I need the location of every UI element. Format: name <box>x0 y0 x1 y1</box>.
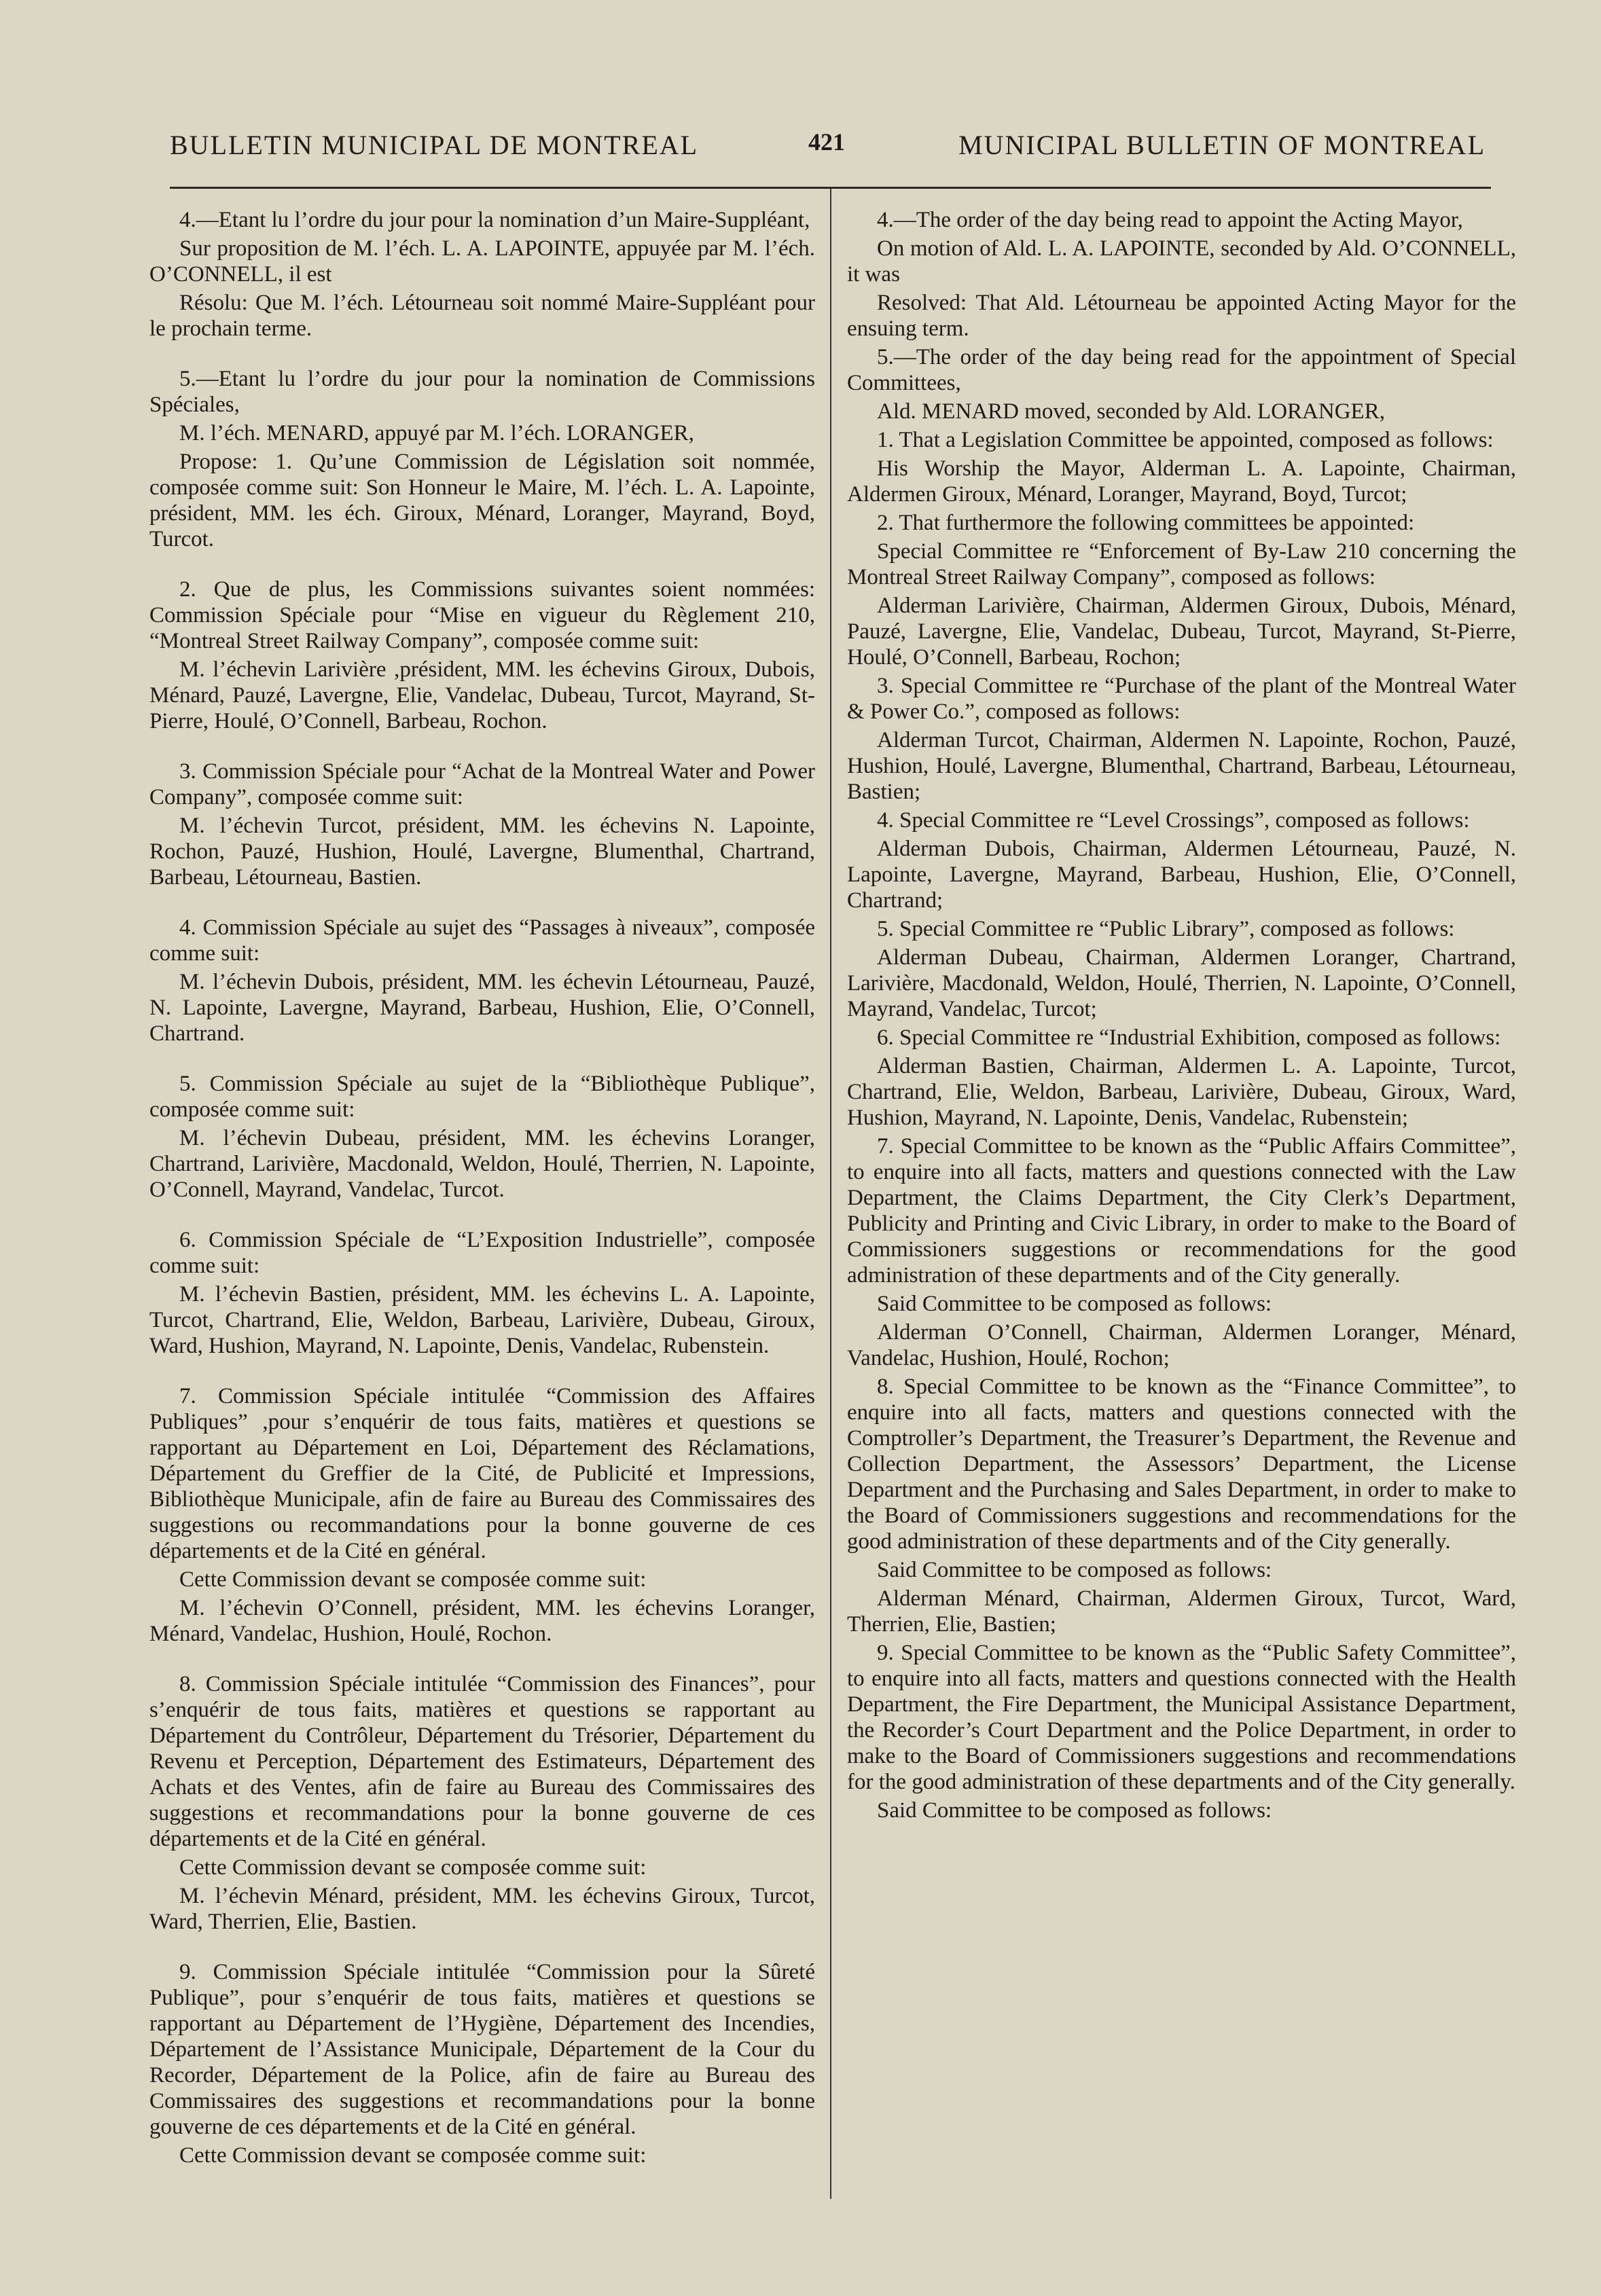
paragraph: 9. Commission Spéciale intitulée “Commission pour la Sûreté Publique”, pour s’enquérir de tous faits, matières et questions se rapportant au Département de l’Hygiène, Département des Incendies, Département de l’Assistance Municipale, Département de la Cour du Recorder, Département de la Police, afin de faire au Bureau des Commissaires des suggestions et recommandations pour la bonne gouverne de ces départements et de la Cité en général. <box>149 1960 815 2139</box>
paragraph: Cette Commission devant se composée comme suit: <box>179 2143 647 2168</box>
paragraph: Propose: 1. Qu’une Commission de Législation soit nommée, composée comme suit: Son Honneur le Maire, M. l’éch. L. A. Lapointe, président, MM. les éch. Giroux, Ménard, Loranger, Mayrand, Boyd, Turcot. <box>149 450 815 551</box>
paragraph: 5. Commission Spéciale au sujet de la “Bibliothèque Publique”, composée comme suit: <box>149 1072 815 1122</box>
paragraph: 4.—Etant lu l’ordre du jour pour la nomination d’un Maire-Suppléant, <box>179 208 810 232</box>
paragraph: 7. Special Committee to be known as the “Public Affairs Committee”, to enquire into all facts, matters and questions connected with the Law Department, the Claims Department, the City Clerk’s Department, Publicity and Printing and Civic Library, in order to make to the Board of Commissioners suggestions or recommendations for the good administration of these departments and of the City generally. <box>847 1134 1516 1288</box>
paragraph: Sur proposition de M. l’éch. L. A. LAPOINTE, appuyée par M. l’éch. O’CONNELL, il est <box>149 236 815 287</box>
paragraph: Alderman Larivière, Chairman, Aldermen Giroux, Dubois, Ménard, Pauzé, Lavergne, Elie, Vandelac, Dubeau, Turcot, Mayrand, St-Pierre, Houlé, O’Connell, Barbeau, Rochon; <box>847 594 1516 670</box>
paragraph: 4.—The order of the day being read to appoint the Acting Mayor, <box>877 208 1463 232</box>
paragraph: Said Committee to be composed as follows: <box>877 1798 1272 1823</box>
paragraph: 4. Special Committee re “Level Crossings”, composed as follows: <box>877 808 1470 833</box>
paragraph: Cette Commission devant se composée comme suit: <box>179 1855 647 1880</box>
running-title-french: BULLETIN MUNICIPAL DE MONTREAL <box>170 130 699 160</box>
paragraph: Ald. MENARD moved, seconded by Ald. LORANGER, <box>877 399 1385 424</box>
paragraph: Special Committee re “Enforcement of By-Law 210 concerning the Montreal Street Railway Company”, composed as follows: <box>847 539 1516 589</box>
paragraph: M. l’échevin Bastien, président, MM. les échevins L. A. Lapointe, Turcot, Chartrand, Elie, Weldon, Barbeau, Larivière, Dubeau, Giroux, Ward, Hushion, Mayrand, N. Lapointe, Denis, Vandelac, Rubenstein. <box>149 1282 815 1358</box>
paragraph: 2. That furthermore the following committees be appointed: <box>877 511 1415 535</box>
paragraph: 4. Commission Spéciale au sujet des “Passages à niveaux”, composée comme suit: <box>149 915 815 966</box>
paragraph: M. l’échevin Larivière ,président, MM. les échevins Giroux, Dubois, Ménard, Pauzé, Lavergne, Elie, Vandelac, Dubeau, Turcot, Mayrand, St-Pierre, Houlé, O’Connell, Barbeau, Rochon. <box>149 657 815 733</box>
running-title-english: MUNICIPAL BULLETIN OF MONTREAL <box>958 130 1486 160</box>
paragraph: Resolved: That Ald. Létourneau be appointed Acting Mayor for the ensuing term. <box>847 291 1516 341</box>
paragraph: 8. Special Committee to be known as the “Finance Committee”, to enquire into all facts, matters and questions connected with the Comptroller’s Department, the Treasurer’s Department, the Revenue and Collection Department, the Assessors’ Department, the License Department and the Purchasing and Sales Department, in order to make to the Board of Commissioners suggestions and recommendations for the good administration of these departments and of the City generally. <box>847 1374 1516 1554</box>
paragraph: 8. Commission Spéciale intitulée “Commission des Finances”, pour s’enquérir de tous faits, matières et questions se rapportant au Département du Contrôleur, Département du Trésorier, Département du Revenu et Perception, Département des Estimateurs, Département des Achats et des Ventes, afin de faire au Bureau des Commissaires des suggestions et recommandations pour la bonne gouverne de ces départements et de la Cité en général. <box>149 1672 815 1851</box>
paragraph: Alderman O’Connell, Chairman, Aldermen Loranger, Ménard, Vandelac, Hushion, Houlé, Rochon; <box>847 1320 1516 1370</box>
paragraph: M. l’échevin Ménard, président, MM. les échevins Giroux, Turcot, Ward, Therrien, Elie, Bastien. <box>149 1884 815 1934</box>
paragraph: M. l’échevin O’Connell, président, MM. les échevins Loranger, Ménard, Vandelac, Hushion, Houlé, Rochon. <box>149 1596 815 1646</box>
page-number: 421 <box>808 128 845 156</box>
paragraph: On motion of Ald. L. A. LAPOINTE, seconded by Ald. O’CONNELL, it was <box>847 236 1516 287</box>
column-divider <box>830 189 831 2199</box>
paragraph: Said Committee to be composed as follows: <box>877 1292 1272 1316</box>
paragraph: Said Committee to be composed as follows: <box>877 1558 1272 1582</box>
paragraph: 6. Special Committee re “Industrial Exhibition, composed as follows: <box>877 1025 1501 1050</box>
paragraph: Résolu: Que M. l’éch. Létourneau soit nommé Maire-Suppléant pour le prochain terme. <box>149 291 815 341</box>
paragraph: Alderman Dubeau, Chairman, Aldermen Loranger, Chartrand, Larivière, Macdonald, Weldon, Houlé, Therrien, N. Lapointe, O’Connell, Mayrand, Vandelac, Turcot; <box>847 945 1516 1021</box>
paragraph: 5.—The order of the day being read for the appointment of Special Committees, <box>847 345 1516 395</box>
paragraph: Cette Commission devant se composée comme suit: <box>179 1567 647 1592</box>
paragraph: Alderman Bastien, Chairman, Aldermen L. A. Lapointe, Turcot, Chartrand, Elie, Weldon, Barbeau, Larivière, Dubeau, Giroux, Ward, Hushion, Mayrand, N. Lapointe, Denis, Vandelac, Rubenstein; <box>847 1054 1516 1130</box>
paragraph: M. l’éch. MENARD, appuyé par M. l’éch. LORANGER, <box>179 421 694 445</box>
page-header <box>170 122 1486 170</box>
paragraph: 2. Que de plus, les Commissions suivantes soient nommées: Commission Spéciale pour “Mise en vigueur du Règlement 210, “Montreal Street Railway Company”, composée comme suit: <box>149 577 815 653</box>
paragraph: 3. Commission Spéciale pour “Achat de la Montreal Water and Power Company”, composée comme suit: <box>149 759 815 809</box>
paragraph: His Worship the Mayor, Alderman L. A. Lapointe, Chairman, Aldermen Giroux, Ménard, Loranger, Mayrand, Boyd, Turcot; <box>847 456 1516 507</box>
paragraph: M. l’échevin Turcot, président, MM. les échevins N. Lapointe, Rochon, Pauzé, Hushion, Houlé, Lavergne, Blumenthal, Chartrand, Barbeau, Létourneau, Bastien. <box>149 814 815 890</box>
paragraph: 9. Special Committee to be known as the “Public Safety Committee”, to enquire into all facts, matters and questions connected with the Health Department, the Fire Department, the Municipal Assistance Department, the Recorder’s Court Department and the Police Department, in order to make to the Board of Commissioners suggestions and recommendations for the good administration of these departments and of the City generally. <box>847 1641 1516 1794</box>
paragraph: 1. That a Legislation Committee be appointed, composed as follows: <box>877 428 1494 452</box>
paragraph: 6. Commission Spéciale de “L’Exposition Industrielle”, composée comme suit: <box>149 1228 815 1278</box>
paragraph: Alderman Turcot, Chairman, Aldermen N. Lapointe, Rochon, Pauzé, Hushion, Houlé, Lavergne, Blumenthal, Chartrand, Barbeau, Létourneau, Bastien; <box>847 728 1516 804</box>
french-column <box>149 207 815 2171</box>
paragraph: M. l’échevin Dubeau, président, MM. les échevins Loranger, Chartrand, Larivière, Macdonald, Weldon, Houlé, Therrien, N. Lapointe, O’Connell, Mayrand, Vandelac, Turcot. <box>149 1126 815 1202</box>
paragraph: Alderman Dubois, Chairman, Aldermen Létourneau, Pauzé, N. Lapointe, Lavergne, Mayrand, Barbeau, Hushion, Elie, O’Connell, Chartrand; <box>847 837 1516 913</box>
paragraph: 3. Special Committee re “Purchase of the plant of the Montreal Water & Power Co.”, composed as follows: <box>847 674 1516 724</box>
paragraph: M. l’échevin Dubois, président, MM. les échevin Létourneau, Pauzé, N. Lapointe, Lavergne, Mayrand, Barbeau, Hushion, Elie, O’Connell, Chartrand. <box>149 970 815 1046</box>
paragraph: 7. Commission Spéciale intitulée “Commission des Affaires Publiques” ,pour s’enquérir de tous faits, matières et questions se rapportant au Département en Loi, Département des Réclamations, Département du Greffier de la Cité, de Publicité et Impressions, Bibliothèque Municipale, afin de faire au Bureau des Commissaires des suggestions ou recommandations pour la bonne gouverne de ces départements et de la Cité en général. <box>149 1384 815 1563</box>
paragraph: 5. Special Committee re “Public Library”, composed as follows: <box>877 917 1455 941</box>
english-column <box>847 207 1516 1826</box>
paragraph: 5.—Etant lu l’ordre du jour pour la nomination de Commissions Spéciales, <box>149 367 815 417</box>
paragraph: Alderman Ménard, Chairman, Aldermen Giroux, Turcot, Ward, Therrien, Elie, Bastien; <box>847 1586 1516 1637</box>
